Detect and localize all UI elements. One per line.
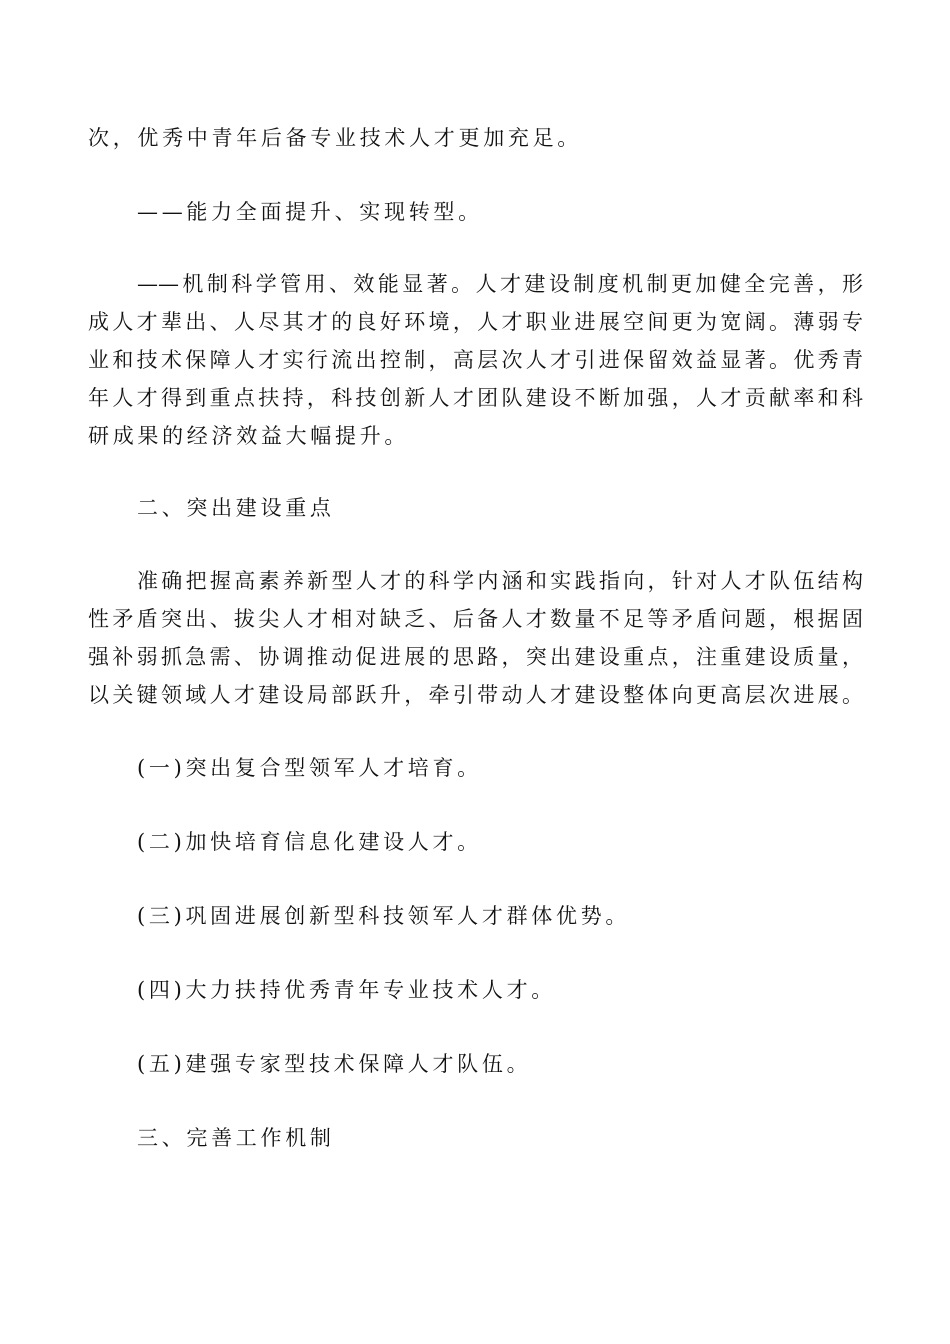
- paragraph-line: 强补弱抓急需、协调推动促进展的思路，突出建设重点，注重建设质量，: [88, 645, 863, 669]
- paragraph-line: 以关键领域人才建设局部跃升，牵引带动人才建设整体向更高层次进展。: [88, 683, 863, 707]
- paragraph-line: 成人才辈出、人尽其才的良好环境，人才职业进展空间更为宽阔。薄弱专: [88, 310, 863, 334]
- section-heading: 三、完善工作机制: [137, 1126, 335, 1150]
- paragraph-line: ——机制科学管用、效能显著。人才建设制度机制更加健全完善，形: [137, 272, 863, 296]
- list-item: (三)巩固进展创新型科技领军人才群体优势。: [137, 904, 631, 928]
- paragraph-line: 次，优秀中青年后备专业技术人才更加充足。: [88, 126, 582, 150]
- list-item: (一)突出复合型领军人才培育。: [137, 756, 482, 780]
- paragraph-line: 业和技术保障人才实行流出控制，高层次人才引进保留效益显著。优秀青: [88, 348, 863, 372]
- list-item: (四)大力扶持优秀青年专业技术人才。: [137, 978, 556, 1002]
- list-item: (五)建强专家型技术保障人才队伍。: [137, 1052, 532, 1076]
- paragraph-line: 性矛盾突出、拔尖人才相对缺乏、后备人才数量不足等矛盾问题，根据固: [88, 607, 863, 631]
- paragraph-line: 年人才得到重点扶持，科技创新人才团队建设不断加强，人才贡献率和科: [88, 386, 863, 410]
- section-heading: 二、突出建设重点: [137, 496, 335, 520]
- paragraph-line: 研成果的经济效益大幅提升。: [88, 424, 410, 448]
- paragraph-line: 准确把握高素养新型人才的科学内涵和实践指向，针对人才队伍结构: [137, 569, 863, 593]
- section-subheading: ——能力全面提升、实现转型。: [137, 200, 483, 224]
- list-item: (二)加快培育信息化建设人才。: [137, 830, 482, 854]
